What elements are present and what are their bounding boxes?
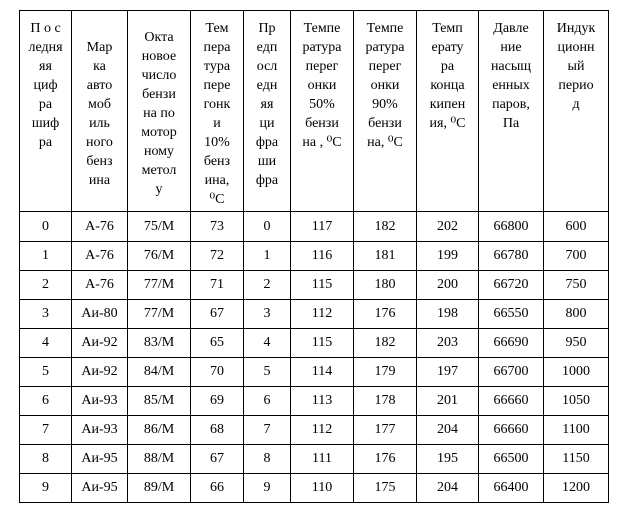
cell-penultimate-digit: 8 (244, 445, 291, 474)
cell-octane: 84/М (128, 358, 191, 387)
table-row (20, 387, 609, 416)
cell-end-boiling: 203 (417, 329, 479, 358)
cell-vapor-pressure: 66800 (479, 212, 544, 242)
cell-brand: Аи-92 (72, 329, 128, 358)
cell-last-digit: 8 (20, 445, 72, 474)
cell-induction-period: 1200 (544, 474, 609, 503)
cell-penultimate-digit: 0 (244, 212, 291, 242)
cell-distill-10: 67 (191, 445, 244, 474)
cell-distill-50: 112 (291, 300, 354, 329)
cell-vapor-pressure: 66660 (479, 387, 544, 416)
cell-end-boiling: 200 (417, 271, 479, 300)
cell-end-boiling: 199 (417, 242, 479, 271)
cell-distill-90: 179 (354, 358, 417, 387)
cell-brand: Аи-80 (72, 300, 128, 329)
table-row (20, 358, 609, 387)
cell-distill-50: 112 (291, 416, 354, 445)
cell-brand: А-76 (72, 271, 128, 300)
cell-octane: 77/М (128, 271, 191, 300)
cell-vapor-pressure: 66660 (479, 416, 544, 445)
cell-distill-50: 110 (291, 474, 354, 503)
header-distill-10: Тем пера тура пере гонк и 10% бенз ина, ⁰С (191, 11, 244, 212)
cell-induction-period: 1100 (544, 416, 609, 445)
cell-distill-10: 71 (191, 271, 244, 300)
cell-distill-50: 111 (291, 445, 354, 474)
cell-distill-10: 69 (191, 387, 244, 416)
table-row (20, 212, 609, 242)
table-row (20, 242, 609, 271)
cell-vapor-pressure: 66690 (479, 329, 544, 358)
cell-induction-period: 800 (544, 300, 609, 329)
cell-distill-50: 115 (291, 329, 354, 358)
cell-distill-10: 72 (191, 242, 244, 271)
cell-distill-10: 73 (191, 212, 244, 242)
cell-end-boiling: 201 (417, 387, 479, 416)
cell-vapor-pressure: 66500 (479, 445, 544, 474)
cell-distill-90: 180 (354, 271, 417, 300)
cell-last-digit: 9 (20, 474, 72, 503)
table-row (20, 474, 609, 503)
cell-last-digit: 4 (20, 329, 72, 358)
cell-distill-10: 68 (191, 416, 244, 445)
cell-octane: 83/М (128, 329, 191, 358)
cell-penultimate-digit: 2 (244, 271, 291, 300)
cell-distill-50: 113 (291, 387, 354, 416)
header-last-digit: П о с ледня яя циф ра шиф ра (20, 11, 72, 212)
cell-penultimate-digit: 6 (244, 387, 291, 416)
cell-brand: Аи-93 (72, 416, 128, 445)
cell-end-boiling: 204 (417, 474, 479, 503)
cell-distill-90: 175 (354, 474, 417, 503)
gasoline-data-table (19, 10, 609, 503)
cell-penultimate-digit: 3 (244, 300, 291, 329)
cell-brand: А-76 (72, 242, 128, 271)
header-distill-50: Темпе ратура перег онки 50% бензи на , ⁰С (291, 11, 354, 212)
cell-brand: Аи-92 (72, 358, 128, 387)
cell-penultimate-digit: 7 (244, 416, 291, 445)
cell-distill-50: 114 (291, 358, 354, 387)
table-row (20, 329, 609, 358)
cell-distill-90: 176 (354, 445, 417, 474)
header-distill-90: Темпе ратура перег онки 90% бензи на, ⁰С (354, 11, 417, 212)
cell-distill-90: 182 (354, 329, 417, 358)
cell-penultimate-digit: 1 (244, 242, 291, 271)
cell-brand: Аи-95 (72, 445, 128, 474)
table-row (20, 445, 609, 474)
header-vapor-pressure: Давле ние насыщ енных паров, Па (479, 11, 544, 212)
cell-last-digit: 3 (20, 300, 72, 329)
cell-octane: 75/М (128, 212, 191, 242)
cell-induction-period: 600 (544, 212, 609, 242)
header-row (20, 11, 609, 212)
cell-induction-period: 1000 (544, 358, 609, 387)
cell-distill-10: 66 (191, 474, 244, 503)
cell-last-digit: 0 (20, 212, 72, 242)
cell-end-boiling: 197 (417, 358, 479, 387)
cell-end-boiling: 195 (417, 445, 479, 474)
cell-distill-10: 70 (191, 358, 244, 387)
cell-penultimate-digit: 5 (244, 358, 291, 387)
cell-last-digit: 2 (20, 271, 72, 300)
cell-distill-90: 181 (354, 242, 417, 271)
cell-brand: А-76 (72, 212, 128, 242)
cell-end-boiling: 198 (417, 300, 479, 329)
cell-induction-period: 1150 (544, 445, 609, 474)
cell-last-digit: 6 (20, 387, 72, 416)
cell-distill-10: 67 (191, 300, 244, 329)
cell-vapor-pressure: 66400 (479, 474, 544, 503)
cell-last-digit: 1 (20, 242, 72, 271)
cell-vapor-pressure: 66780 (479, 242, 544, 271)
cell-induction-period: 750 (544, 271, 609, 300)
cell-end-boiling: 202 (417, 212, 479, 242)
cell-octane: 86/М (128, 416, 191, 445)
cell-end-boiling: 204 (417, 416, 479, 445)
cell-induction-period: 950 (544, 329, 609, 358)
cell-octane: 85/М (128, 387, 191, 416)
cell-distill-90: 177 (354, 416, 417, 445)
header-gasoline-brand: Мар ка авто моб иль ного бенз ина (72, 11, 128, 212)
cell-octane: 77/М (128, 300, 191, 329)
cell-vapor-pressure: 66550 (479, 300, 544, 329)
cell-distill-10: 65 (191, 329, 244, 358)
cell-octane: 89/М (128, 474, 191, 503)
cell-distill-50: 117 (291, 212, 354, 242)
cell-distill-90: 178 (354, 387, 417, 416)
cell-distill-50: 115 (291, 271, 354, 300)
table-row (20, 300, 609, 329)
cell-induction-period: 700 (544, 242, 609, 271)
cell-distill-90: 176 (354, 300, 417, 329)
cell-distill-90: 182 (354, 212, 417, 242)
cell-distill-50: 116 (291, 242, 354, 271)
table-row (20, 271, 609, 300)
cell-brand: Аи-95 (72, 474, 128, 503)
cell-last-digit: 7 (20, 416, 72, 445)
header-penultimate-digit: Пр едп осл едн яя ци фра ши фра (244, 11, 291, 212)
cell-octane: 76/М (128, 242, 191, 271)
cell-last-digit: 5 (20, 358, 72, 387)
cell-vapor-pressure: 66720 (479, 271, 544, 300)
table-row (20, 416, 609, 445)
cell-penultimate-digit: 4 (244, 329, 291, 358)
header-octane-number: Окта новое число бензи на по мотор ному метол у (128, 11, 191, 212)
cell-induction-period: 1050 (544, 387, 609, 416)
cell-brand: Аи-93 (72, 387, 128, 416)
header-end-boiling: Темп ерату ра конца кипен ия, ⁰С (417, 11, 479, 212)
header-induction-period: Индук ционн ый перио д (544, 11, 609, 212)
cell-penultimate-digit: 9 (244, 474, 291, 503)
cell-vapor-pressure: 66700 (479, 358, 544, 387)
cell-octane: 88/М (128, 445, 191, 474)
